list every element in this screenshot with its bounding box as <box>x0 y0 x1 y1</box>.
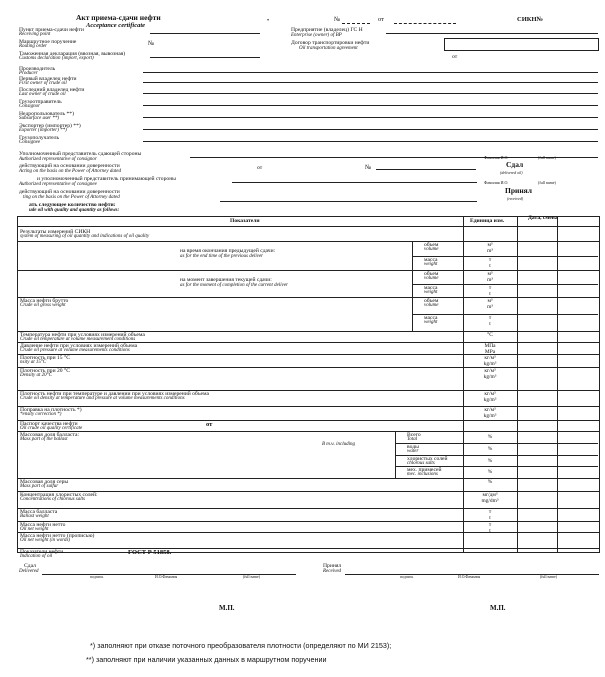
sub-label-en: water <box>407 448 419 454</box>
poa2: действующий на основании доверенности <box>19 189 120 195</box>
row-label-en: system of measuring of oil quantity and indications of oil quality <box>20 234 150 239</box>
sub-label-en: Total <box>407 437 418 442</box>
row-divider <box>17 548 599 549</box>
data-cell[interactable] <box>519 432 555 477</box>
row-label: Паспорт качества нефти <box>20 421 78 427</box>
unit-value: кг/м³ <box>484 355 496 361</box>
sub-label: мех. примесей <box>407 467 442 474</box>
unit-value: % <box>487 434 493 440</box>
unit-value: % <box>487 479 493 485</box>
row-label: Показатели нефти <box>20 549 64 555</box>
data-cell[interactable] <box>519 368 555 389</box>
field-label: Недропользователь **) <box>19 111 74 117</box>
field-label: Последний владелец нефти <box>19 87 85 93</box>
poa-from: от <box>257 165 263 171</box>
data-cell[interactable] <box>519 509 555 520</box>
unit-value: м³ <box>487 298 493 304</box>
unit-value: м³ <box>487 271 493 277</box>
unit-value: МПа <box>484 343 496 349</box>
row-label-en: Crude oil temperature at volume measurement conditions <box>20 337 136 342</box>
sig-sdal: Сдал <box>24 563 36 569</box>
unit-value: кг/м³ <box>484 368 496 374</box>
row-label-en: Indication of oil <box>20 554 53 559</box>
row-label-en: Mass part of the ballast <box>20 437 68 442</box>
including-label: В т.ч. including <box>322 442 355 447</box>
row-label: на момент завершения текущей сдачи: <box>180 277 272 283</box>
field-label-en: Subsurface user **) <box>19 116 59 121</box>
sub-label: хлористых солей <box>407 455 448 462</box>
field-label: Маршрутное поручение <box>19 39 77 45</box>
sig-name-2: И.О.Фамилия <box>458 575 481 579</box>
fullname-label-1: (full name) <box>538 155 556 160</box>
unit-value: % <box>487 469 493 476</box>
sub-row-divider <box>395 443 598 444</box>
row-label-en: Oil crude oil quality certificate <box>20 426 83 431</box>
field-label: Экспортер (импортер) **) <box>19 123 81 129</box>
row-label-en: *ensity correction *) <box>20 412 62 417</box>
num-label: № <box>334 16 341 23</box>
row-label-en: as for the end time of the previous deliver <box>180 254 264 259</box>
sdal-sub: (delivered oil) <box>500 170 523 175</box>
row-extra: ГОСТ Р 51858. <box>128 549 172 556</box>
unit-value: т <box>488 522 492 528</box>
row-label-en: Crude oil pressure at volume measurements conditions <box>20 348 130 353</box>
row-label: Поправка на плотность *) <box>20 407 82 413</box>
row-label: на время окончания предыдущей сдачи: <box>180 248 276 254</box>
field-label-en: Producer <box>19 71 38 76</box>
unit-value-en: m³ <box>487 248 493 254</box>
row-label: Массовая доля серы <box>20 479 69 485</box>
poa2-line <box>220 201 477 202</box>
unit-value: % <box>487 457 493 464</box>
agreement-box[interactable] <box>444 38 599 51</box>
unit-value: т <box>488 284 492 291</box>
row-label: Масса нефти брутто <box>20 298 69 304</box>
sig-received: Received <box>323 569 342 574</box>
row-label: Плотность при 20 °C <box>20 368 70 374</box>
field-input-line[interactable] <box>143 93 598 94</box>
unit-value: кг/м³ <box>484 391 496 397</box>
sub-label-en: volume <box>424 303 439 308</box>
row-label: Масса нефти нетто (прописью) <box>20 533 95 539</box>
footnote-1: *) заполняют при отказе поточного преобразователя плотности (определяют по МИ 2153); <box>90 641 392 650</box>
unit-value-en: t <box>489 262 491 269</box>
field-label: Грузоотправитель <box>19 99 62 105</box>
unit-value: kg/m³ <box>483 361 497 367</box>
rep-consignor-en: Authorized representative of consignor <box>19 157 97 162</box>
data-cell[interactable] <box>519 391 555 405</box>
poa: действующий на основании доверенности <box>19 163 120 169</box>
header-indicator: Показатели <box>230 218 260 224</box>
enterprise-label-en: Enterprise (owner) of BP <box>291 33 342 38</box>
field-label: Пункт приема-сдачи нефти <box>19 27 84 33</box>
unit-value: mg/dm³ <box>481 498 499 504</box>
title-ru: Акт приема-сдачи нефти <box>76 13 161 22</box>
field-input-line[interactable] <box>143 141 598 142</box>
row-label: Массовая доля балласта: <box>20 432 80 438</box>
routing-num: № <box>148 40 155 47</box>
sub-label: масса <box>424 315 438 321</box>
sig-full-1: (full name) <box>243 575 260 579</box>
data-cell[interactable] <box>519 332 555 341</box>
data-cell[interactable] <box>519 343 555 353</box>
row-divider <box>17 420 599 421</box>
field-label: Грузополучатель <box>19 135 60 141</box>
field-label-en: Routing order <box>19 44 48 49</box>
unit-value-en: m³ <box>487 277 493 283</box>
sub-label: Всего <box>407 432 421 438</box>
field-label-en: Exporter (importer) **) <box>19 128 67 133</box>
agreement-from: от <box>452 54 458 60</box>
unit-col-divider <box>463 216 464 552</box>
sikn-label: СИКН№ <box>517 16 544 23</box>
field-input-line[interactable] <box>143 105 598 106</box>
fullname-label-2: (full name) <box>538 180 556 185</box>
unit-value: т <box>488 315 492 321</box>
sub-label: масса <box>424 284 438 291</box>
sig-full-2: (full name) <box>540 575 557 579</box>
field-label-en: Last owner of crude oil <box>19 92 66 97</box>
enterprise-field[interactable] <box>386 33 598 34</box>
unit-value: MPa <box>484 349 496 355</box>
poa-num-line <box>376 169 476 170</box>
sig-sign-1: подпись <box>90 575 104 579</box>
footnote-2: **) заполняют при наличии указанных данных в маршрутном поручении <box>86 655 327 664</box>
unit-value: м³ <box>487 242 493 248</box>
row-label-en: Oil net weight (in words) <box>20 538 71 543</box>
enterprise-label: Предприятие (владелец) ГС Н <box>291 27 363 33</box>
sub-label-en: chlorous salts <box>407 460 435 466</box>
rep-receiving-line <box>232 182 477 183</box>
sig-delivered: Delivered <box>19 569 39 574</box>
row-label-en: Mass part of sulfur <box>20 484 59 489</box>
date-col-divider <box>517 216 518 552</box>
sig-sign-2: подпись <box>400 575 414 579</box>
sub-label-en: weight <box>424 261 438 267</box>
data-cell[interactable] <box>519 533 555 547</box>
header-divider <box>17 226 599 227</box>
unit-value: мг/дм³ <box>482 492 498 498</box>
sub-label-en: weight <box>424 289 438 295</box>
title-en: Acceptance certificate <box>86 22 146 29</box>
row-label: Масса балласта <box>20 509 58 515</box>
field-input-line[interactable] <box>150 57 260 58</box>
field-label-en: Receiving point <box>19 32 51 37</box>
data-cell[interactable] <box>519 298 555 330</box>
from-label: от <box>378 16 385 23</box>
data-table <box>17 216 600 553</box>
field-label: Таможенная декларация (ввозная, вывозная) <box>19 51 126 57</box>
data-cell[interactable] <box>519 407 555 419</box>
unit-value: kg/m³ <box>483 413 497 419</box>
sign-label-1: Фамилия И.О. <box>484 155 509 160</box>
row-divider <box>17 532 599 533</box>
sub-label: масса <box>424 256 438 263</box>
unit-value: °C <box>487 332 493 338</box>
sub-label-en: volume <box>424 247 439 252</box>
unit-value: kg/m³ <box>483 374 497 380</box>
qty: ать следующее количество нефти: <box>29 202 116 208</box>
field-input-line[interactable] <box>143 72 598 73</box>
date-field[interactable] <box>394 23 456 24</box>
row-label-en: Oil net weight <box>20 527 49 532</box>
data-cell[interactable] <box>519 421 555 430</box>
row-label-en: as for the moment of completion of the current deliver <box>180 283 288 288</box>
sdal-label: Сдал <box>506 160 524 169</box>
poa-num: № <box>365 164 372 171</box>
field-label: Первый владелец нефти <box>19 76 77 82</box>
sub-label: объем <box>424 242 439 248</box>
data-cell[interactable] <box>519 229 555 240</box>
unit-value-en: m³ <box>487 304 493 310</box>
unit-value: % <box>487 445 493 452</box>
row-extra: от <box>206 421 213 428</box>
data-cell[interactable] <box>519 479 555 490</box>
row-label: Концентрация хлористых солей: <box>20 492 98 498</box>
header-unit: Единица изм. <box>470 218 505 224</box>
poa-en: Acting on the basis on the Power of Attorney dated <box>19 169 121 174</box>
row-divider <box>17 431 599 432</box>
agreement-label-en: Oil transportation agreement <box>299 46 358 51</box>
rep-receiving-en: Authorized representative of consignee <box>19 182 97 187</box>
row-label-en: Ballast weight <box>20 514 49 519</box>
prinyal-label: Принял <box>505 186 532 195</box>
unit-value: kg/m³ <box>483 397 497 403</box>
sub-label: объем <box>424 271 439 277</box>
qty-en: ude oil with quality and quantity as follows: <box>29 208 120 213</box>
unit-value-en: t <box>489 321 491 327</box>
sig-prinyal: Принял <box>323 563 342 569</box>
field-label-en: Customs declaration (import, export) <box>19 56 94 61</box>
row-label-en: Crude oil density at temperature and pressure at volume measurements conditions <box>20 396 185 401</box>
row-label: Температура нефти при условиях измерений объема <box>20 332 145 338</box>
field-input-line[interactable] <box>143 82 598 83</box>
field-input-line[interactable] <box>150 33 260 34</box>
rep-receiving: и уполномоченный представитель принимающей стороны <box>37 176 176 182</box>
agreement-label: Договор транспортировки нефти <box>291 40 370 46</box>
row-label: Результаты измерений СИКН <box>20 229 91 235</box>
data-cell[interactable] <box>519 242 555 269</box>
sub-label-en: mec. inclusions <box>407 472 438 478</box>
header-date: Дата, смена <box>528 215 558 221</box>
field-label-en: Consignee <box>19 140 41 145</box>
sub-label-en: weight <box>424 320 438 325</box>
field-input-line[interactable] <box>143 129 598 130</box>
row-label-en: Density at 20°C <box>20 373 52 378</box>
row-label: Масса нефти нетто <box>20 522 66 528</box>
field-input-line[interactable] <box>143 117 598 118</box>
date-col-divider-2 <box>557 216 558 552</box>
sub-label: объем <box>424 298 439 304</box>
sub-label: воды <box>407 443 419 450</box>
dot: • <box>267 18 270 24</box>
sig-name-1: И.О.Фамилия <box>155 575 178 579</box>
unit-value-en: t <box>489 290 491 297</box>
unit-value: т <box>488 256 492 263</box>
row-label-en: nsity at 15°C <box>20 360 47 365</box>
rep-consignor: Уполномоченный представитель сдающей стороны <box>19 151 142 157</box>
num-field[interactable] <box>342 23 370 24</box>
field-label-en: Consignor <box>19 104 41 109</box>
poa2-en: ting on the basis on the Power of Attorney dated <box>23 195 120 200</box>
row-label-en: Concentrations of chlorous salts <box>20 497 85 502</box>
unit-value: t <box>489 515 491 521</box>
rep-consignor-line <box>190 157 598 158</box>
prinyal-sub: (received) <box>507 196 524 201</box>
data-cell[interactable] <box>519 355 555 366</box>
unit-value: кг/м³ <box>484 407 496 413</box>
stamp-right: М.П. <box>490 604 506 612</box>
unit-value: t <box>489 528 491 534</box>
unit-value: т <box>488 509 492 515</box>
sign-label-2: Фамилия И.О. <box>484 180 509 185</box>
field-label: Производитель <box>19 66 56 72</box>
row-label: Давление нефти при условиях измерений объема <box>20 343 138 349</box>
row-label: Плотность при 15 °C <box>20 355 70 361</box>
data-cell[interactable] <box>519 271 555 296</box>
row-label-en: Crude oil gross weight <box>20 303 66 308</box>
data-cell[interactable] <box>519 492 555 507</box>
field-label-en: First owner of crude oil <box>19 81 67 86</box>
sub-label-en: volume <box>424 276 439 281</box>
data-cell[interactable] <box>519 549 555 557</box>
stamp-left: М.П. <box>219 604 235 612</box>
row-label: Плотность нефти при температуре и давлении при условиях измерений объема <box>20 391 209 397</box>
data-cell[interactable] <box>519 522 555 531</box>
